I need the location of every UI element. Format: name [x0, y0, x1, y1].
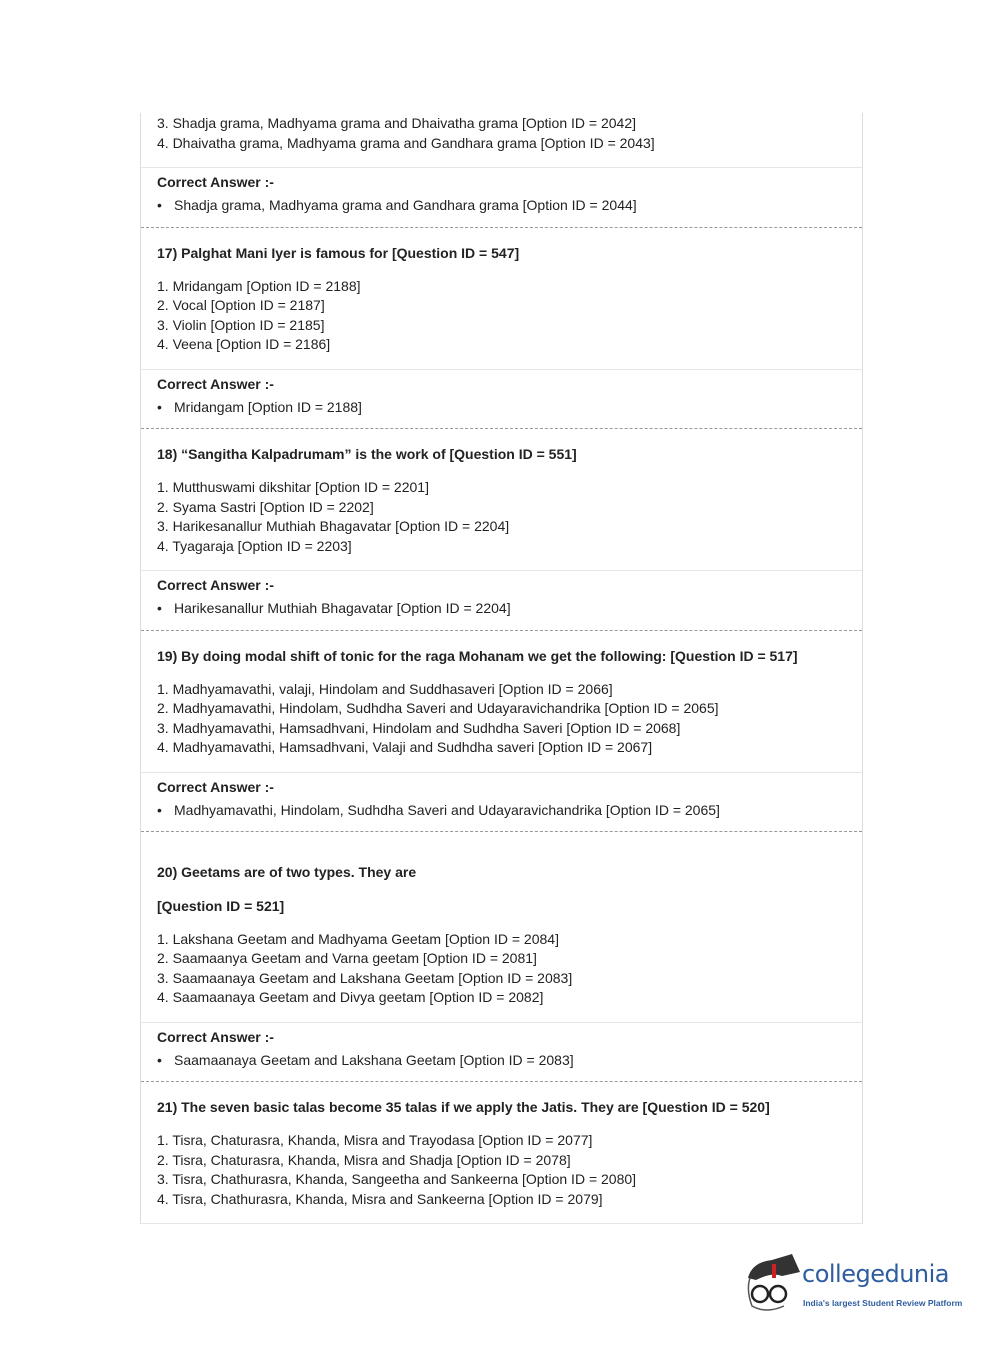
answer-value: • Mridangam [Option ID = 2188] — [141, 398, 862, 418]
question-title: 17) Palghat Mani Iyer is famous for [Question ID = 547] — [157, 244, 520, 261]
question-block — [141, 631, 862, 833]
option: 1. Madhyamavathi, valaji, Hindolam and Suddhasaveri [Option ID = 2066] — [157, 680, 613, 697]
question-title: 19) By doing modal shift of tonic for the raga Mohanam we get the following: [Question ID = 517] — [157, 647, 798, 664]
answer-value: • Madhyamavathi, Hindolam, Sudhdha Saveri and Udayaravichandrika [Option ID = 2065] — [141, 801, 862, 821]
question-block — [141, 1082, 862, 1224]
correct-answer — [141, 571, 862, 631]
option: 4. Madhyamavathi, Hamsadhvani, Valaji and Sudhdha saveri [Option ID = 2067] — [157, 739, 653, 755]
options-list — [141, 277, 862, 370]
question-block — [141, 228, 862, 430]
question-id: [Question ID = 521] — [157, 897, 285, 914]
option: 2. Syama Sastri [Option ID = 2202] — [157, 498, 374, 515]
answer-value: • Harikesanallur Muthiah Bhagavatar [Option ID = 2204] — [141, 599, 862, 619]
option: 1. Tisra, Chaturasra, Khanda, Misra and Trayodasa [Option ID = 2077] — [157, 1132, 593, 1148]
answer-label: Correct Answer :- — [157, 174, 274, 190]
correct-answer — [141, 168, 862, 228]
option: 4. Saamaanaya Geetam and Divya geetam [Option ID = 2082] — [157, 989, 544, 1005]
option: 1. Lakshana Geetam and Madhyama Geetam [Option ID = 2084] — [157, 930, 559, 947]
brand-name: collegedunia — [802, 1260, 950, 1288]
option: 1. Mridangam [Option ID = 2188] — [157, 277, 361, 294]
brand-tagline: India's largest Student Review Platform — [803, 1298, 963, 1308]
carryover-options — [141, 113, 862, 168]
question-title: 20) Geetams are of two types. They are — [157, 864, 417, 880]
answer-value: • Shadja grama, Madhyama grama and Gandhara grama [Option ID = 2044] — [141, 196, 862, 216]
option: 4. Dhaivatha grama, Madhyama grama and Gandhara grama [Option ID = 2043] — [157, 134, 655, 151]
question-block — [141, 429, 862, 631]
options-list — [141, 478, 862, 571]
question-title: 18) “Sangitha Kalpadrumam” is the work of [Question ID = 551] — [157, 446, 577, 462]
option: 3. Harikesanallur Muthiah Bhagavatar [Option ID = 2204] — [157, 518, 510, 534]
options-list — [141, 680, 862, 773]
option: 3. Saamaanaya Geetam and Lakshana Geetam [Option ID = 2083] — [157, 969, 573, 986]
option: 3. Shadja grama, Madhyama grama and Dhaivatha grama [Option ID = 2042] — [157, 115, 636, 131]
answer-label: Correct Answer :- — [157, 577, 274, 593]
correct-answer — [141, 1023, 862, 1083]
options-list — [141, 930, 862, 1023]
option: 4. Tyagaraja [Option ID = 2203] — [157, 537, 352, 554]
question-title: 21) The seven basic talas become 35 talas if we apply the Jatis. They are [Question ID = 520] — [157, 1099, 770, 1115]
correct-answer — [141, 370, 862, 430]
option: 2. Saamaanya Geetam and Varna geetam [Option ID = 2081] — [157, 950, 537, 966]
option: 3. Madhyamavathi, Hamsadhvani, Hindolam and Sudhdha Saveri [Option ID = 2068] — [157, 719, 681, 736]
option: 2. Madhyamavathi, Hindolam, Sudhdha Saveri and Udayaravichandrika [Option ID = 2065] — [157, 700, 719, 716]
option: 2. Vocal [Option ID = 2187] — [157, 297, 325, 313]
answer-label: Correct Answer :- — [157, 778, 274, 795]
mascot-icon — [742, 1250, 802, 1320]
option: 3. Tisra, Chathurasra, Khanda, Sangeetha and Sankeerna [Option ID = 2080] — [157, 1171, 637, 1187]
option: 4. Veena [Option ID = 2186] — [157, 336, 331, 352]
answer-label: Correct Answer :- — [157, 375, 274, 392]
option: 3. Violin [Option ID = 2185] — [157, 316, 325, 333]
question-block — [141, 832, 862, 1082]
option: 1. Mutthuswami dikshitar [Option ID = 2201] — [157, 479, 429, 495]
option: 2. Tisra, Chaturasra, Khanda, Misra and Shadja [Option ID = 2078] — [157, 1151, 571, 1168]
options-list — [141, 1131, 862, 1224]
correct-answer — [141, 773, 862, 833]
collegedunia-logo — [742, 1250, 972, 1320]
option: 4. Tisra, Chathurasra, Khanda, Misra and Sankeerna [Option ID = 2079] — [157, 1190, 603, 1207]
question-paper — [140, 113, 863, 1224]
answer-label: Correct Answer :- — [157, 1028, 274, 1045]
answer-value: • Saamaanaya Geetam and Lakshana Geetam [Option ID = 2083] — [141, 1051, 862, 1071]
